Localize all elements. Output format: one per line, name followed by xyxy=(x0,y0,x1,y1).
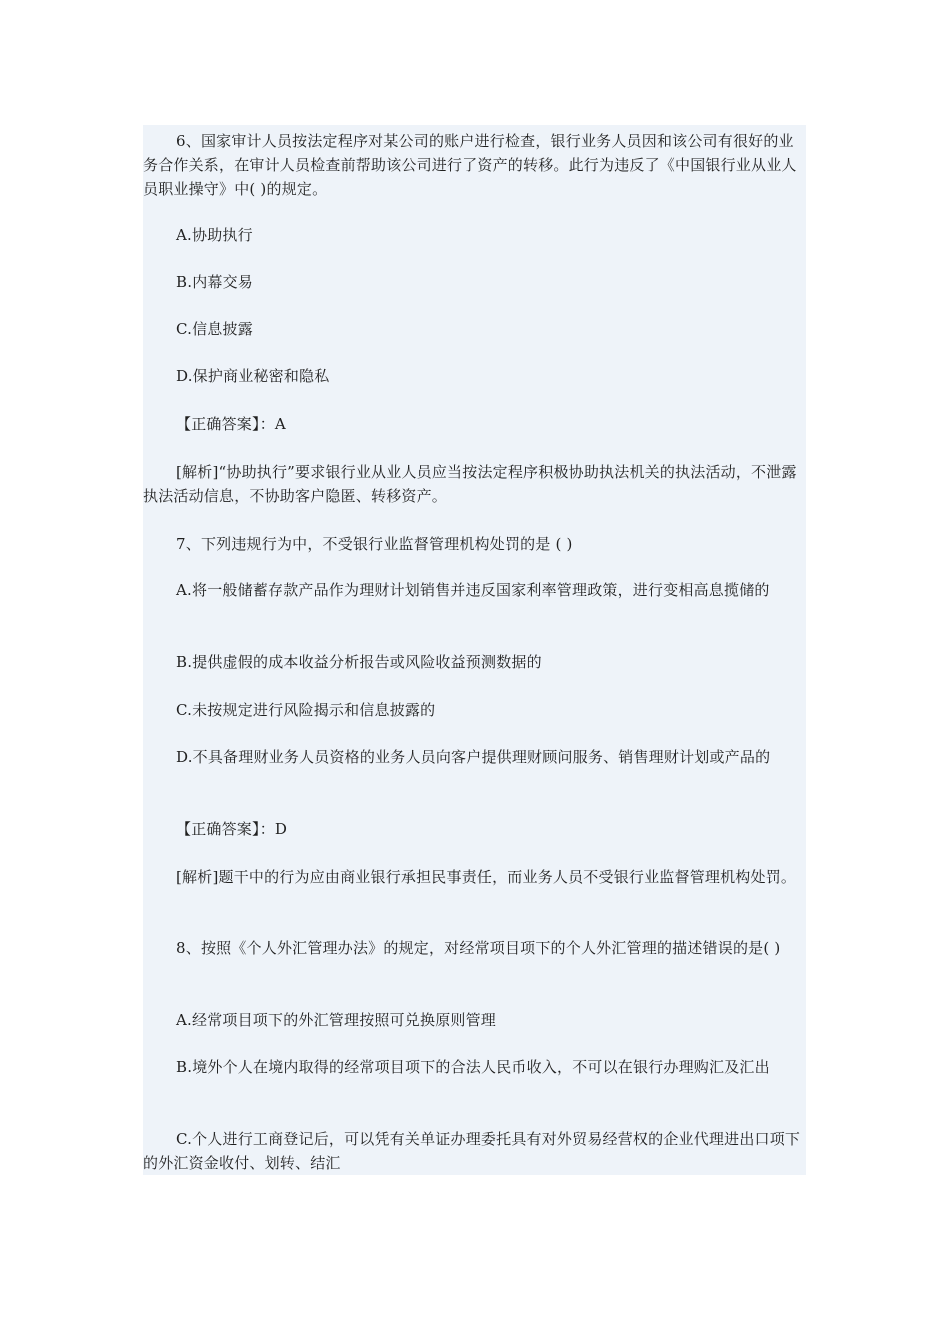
question-6-option-d: D.保护商业秘密和隐私 xyxy=(176,367,330,385)
question-8-option-b: B.境外个人在境内取得的经常项目项下的合法人民币收入，不可以在银行办理购汇及汇出 xyxy=(176,1058,770,1076)
question-6-option-b: B.内幕交易 xyxy=(176,273,253,291)
question-7: 7、下列违规行为中，不受银行业监督管理机构处罚的是 ( ) xyxy=(176,535,573,553)
question-6-explanation: [解析]“协助执行”要求银行业从业人员应当按法定程序积极协助执法机关的执法活动，不泄露执法活动信息，不协助客户隐匿、转移资产。 xyxy=(143,463,797,505)
document-content xyxy=(143,125,806,1175)
question-6-option-a: A.协助执行 xyxy=(176,226,253,244)
question-7-option-c: C.未按规定进行风险揭示和信息披露的 xyxy=(176,701,436,719)
question-6-option-c: C.信息披露 xyxy=(176,320,253,338)
question-7-answer: 【正确答案】：D xyxy=(176,820,288,838)
question-7-option-a: A.将一般储蓄存款产品作为理财计划销售并违反国家利率管理政策，进行变相高息揽储的 xyxy=(176,581,770,599)
question-8: 8、按照《个人外汇管理办法》的规定，对经常项目项下的个人外汇管理的描述错误的是( ) xyxy=(176,939,781,957)
question-7-option-b: B.提供虚假的成本收益分析报告或风险收益预测数据的 xyxy=(176,653,542,671)
question-6-answer: 【正确答案】：A xyxy=(176,415,286,433)
question-8-option-c: C.个人进行工商登记后，可以凭有关单证办理委托具有对外贸易经营权的企业代理进出口项下的外汇资金收付、划转、结汇 xyxy=(143,1130,801,1172)
question-6: 6、国家审计人员按法定程序对某公司的账户进行检查，银行业务人员因和该公司有很好的业务合作关系，在审计人员检查前帮助该公司进行了资产的转移。此行为违反了《中国银行业从业人员职业操守》中( )的规定。 xyxy=(143,132,797,198)
question-7-explanation: [解析]题干中的行为应由商业银行承担民事责任，而业务人员不受银行业监督管理机构处罚。 xyxy=(176,868,797,886)
question-8-option-a: A.经常项目项下的外汇管理按照可兑换原则管理 xyxy=(176,1011,497,1029)
question-7-option-d: D.不具备理财业务人员资格的业务人员向客户提供理财顾问服务、销售理财计划或产品的 xyxy=(176,748,771,766)
